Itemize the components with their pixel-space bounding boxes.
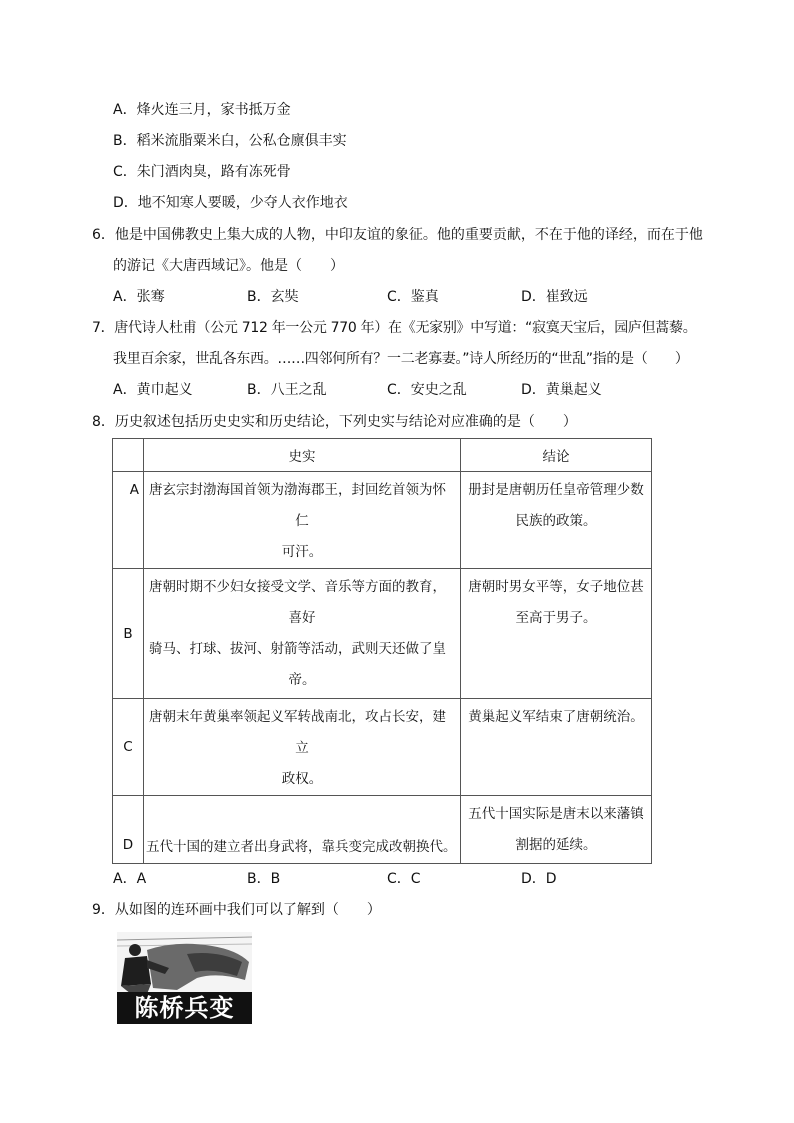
fact-line: 可汗。 [281,544,323,560]
comic-caption: 陈桥兵变 [117,992,252,1024]
row-letter: D [113,796,144,864]
row-conclusion [461,699,652,796]
row-conclusion [461,472,652,569]
q8-option-a: A．A [113,871,147,887]
q5-option-d: D．地不知寒人要暖，少夺人衣作地衣 [113,195,348,211]
row-conclusion [461,796,652,864]
fact-line: 政权。 [281,771,323,787]
conclusion-line: 册封是唐朝历任皇帝管理少数 [468,482,644,498]
conclusion-line: 至高于男子。 [515,610,597,626]
conclusion-line: 民族的政策。 [515,513,597,529]
q5-option-b: B．稻米流脂粟米白，公私仓廪俱丰实 [113,133,347,149]
fact-line: 仁 [295,513,309,529]
fact-line: 唐朝时期不少妇女接受文学、音乐等方面的教育， [149,579,446,595]
q8-stem: 8．历史叙述包括历史史实和历史结论，下列史实与结论对应准确的是（ ） [92,414,577,430]
q5-option-a: A．烽火连三月，家书抵万金 [113,102,291,118]
table-row [113,569,652,699]
q8-header-conclusion: 结论 [461,439,652,472]
q6-option-c: C．鉴真 [387,289,439,305]
q6-stem-line2: 的游记《大唐西域记》。他是（ ） [113,258,344,274]
row-letter: C [113,699,144,796]
conclusion-line: 五代十国实际是唐末以来藩镇 [468,806,644,822]
row-fact [144,472,461,569]
row-fact [144,569,461,699]
conclusion-line: 黄巢起义军结束了唐朝统治。 [468,709,644,725]
row-fact [144,699,461,796]
q8-option-c: C．C [387,871,421,887]
q7-option-c: C．安史之乱 [387,382,467,398]
conclusion-line: 割据的延续。 [515,837,597,853]
q7-stem-line2: 我里百余家，世乱各东西。……四邻何所有？一二老寡妻。”诗人所经历的“世乱”指的是（ ） [113,351,689,367]
q8-option-b: B．B [247,871,281,887]
fact-line: 帝。 [288,672,316,688]
fact-line: 喜好 [288,610,316,626]
q7-option-d: D．黄巢起义 [521,382,602,398]
q8-table [112,438,652,864]
q6-option-b: B．玄奘 [247,289,299,305]
q5-option-c: C．朱门酒肉臭，路有冻死骨 [113,164,291,180]
q8-header-blank [113,439,144,472]
q9-stem: 9．从如图的连环画中我们可以了解到（ ） [92,902,381,918]
row-letter: A [113,472,144,569]
table-row [113,796,652,864]
q6-option-d: D．崔致远 [521,289,588,305]
q7-stem-line1: 7．唐代诗人杜甫（公元 712 年一公元 770 年）在《无家别》中写道：“寂寞天宝后，园庐但蒿藜。 [92,320,697,336]
q6-stem-line1: 6．他是中国佛教史上集大成的人物，中印友谊的象征。他的重要贡献，不在于他的译经，而在于他 [92,227,703,243]
q7-option-a: A．黄巾起义 [113,382,193,398]
fact-line: 唐朝末年黄巢率领起义军转战南北，攻占长安，建 [149,709,446,725]
fact-line: 五代十国的建立者出身武将，靠兵变完成改朝换代。 [146,839,457,855]
comic-illustration [117,932,252,1024]
conclusion-line: 唐朝时男女平等，女子地位甚 [468,579,644,595]
table-row [113,472,652,569]
q6-option-a: A．张骞 [113,289,165,305]
fact-line: 骑马、打球、拔河、射箭等活动，武则天还做了皇 [149,641,446,657]
q8-table-header-row [113,439,652,472]
comic-scene-image [117,932,252,994]
row-fact [144,796,461,864]
q7-option-b: B．八王之乱 [247,382,327,398]
fact-line: 唐玄宗封渤海国首领为渤海郡王，封回纥首领为怀 [149,482,446,498]
q8-header-fact: 史实 [144,439,461,472]
fact-line: 立 [295,740,309,756]
q8-option-d: D．D [521,871,557,887]
row-conclusion [461,569,652,699]
table-row [113,699,652,796]
row-letter: B [113,569,144,699]
